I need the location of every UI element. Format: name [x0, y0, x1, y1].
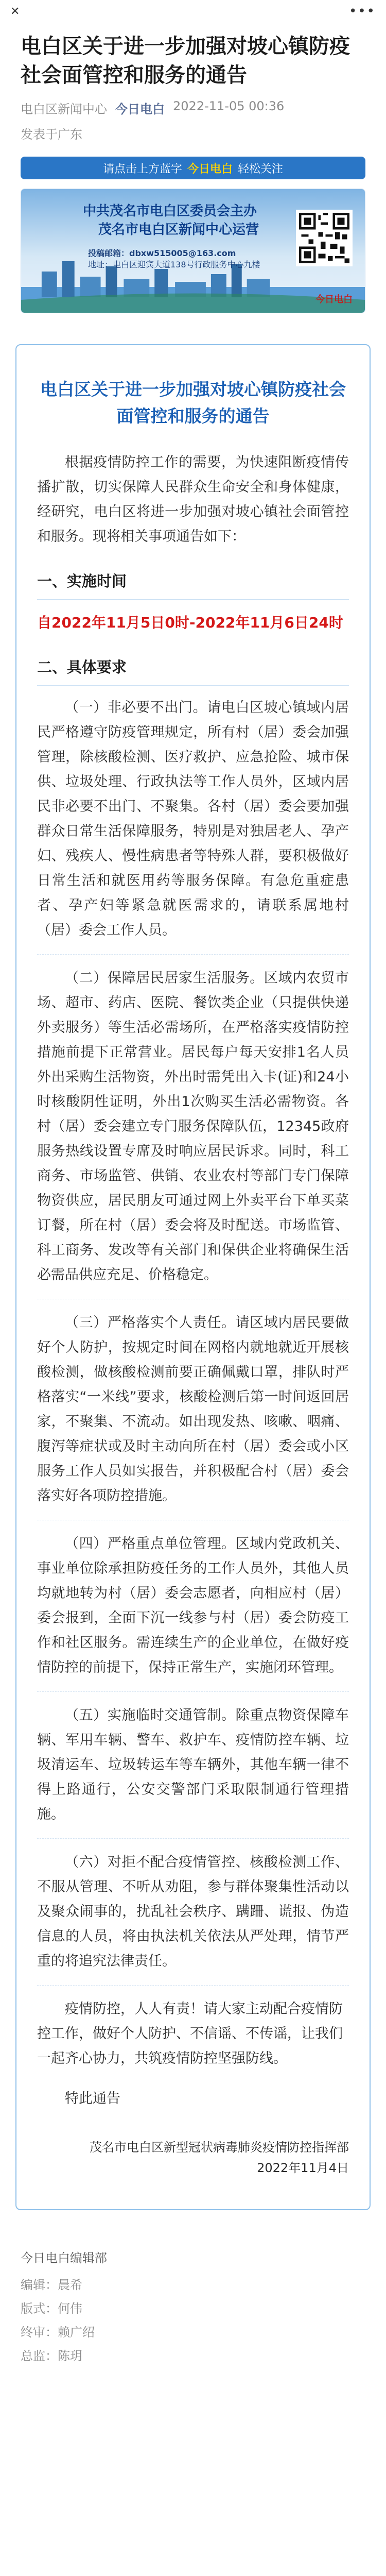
- account-link[interactable]: 今日电白: [115, 102, 165, 116]
- article-title: 电白区关于进一步加强对坡心镇防疫社会面管控和服务的通告: [21, 35, 350, 87]
- special-notice: 特此通告: [65, 2091, 120, 2107]
- notice-title: 电白区关于进一步加强对坡心镇防疫社会面管控和服务的通告: [40, 379, 346, 426]
- section-requirements-heading: 二、具体要求: [37, 656, 349, 686]
- staff-supervisor: 总监：陈玥: [21, 2349, 82, 2363]
- sponsor-line1: 中共茂名市电白区委员会主办: [83, 204, 257, 219]
- notice-card: [15, 344, 371, 2210]
- sponsor-brand: 今日电白: [315, 294, 353, 305]
- sponsor-email: 投稿邮箱：dbxw515005@163.com: [88, 248, 236, 258]
- closing-paragraph: 疫情防控，人人有责！请大家主动配合疫情防控工作，做好个人防护、不信谣、不传谣，让我们一起齐心协力，共筑疫情防控坚强防线。: [37, 2001, 343, 2066]
- requirement-item-6: （六）对拒不配合疫情管控、核酸检测工作、不服从管理、不听从劝阻，参与群体聚集性活动以及聚众闹事的，扰乱社会秩序、蹒跚、谎报、伪造信息的人员，将由执法机关依法从严处理，情节严重的将追究法律责任。: [37, 1850, 349, 1986]
- staff-credits: [21, 2246, 365, 2368]
- requirement-item-5: （五）实施临时交通管制。除重点物资保障车辆、军用车辆、警车、救护车、疫情防控车辆、垃圾清运车、垃圾转运车等车辆外，其他车辆一律不得上路通行，公安交警部门采取限制通行管理措施。: [37, 1703, 349, 1839]
- notice-intro: 根据疫情防控工作的需要，为快速阻断疫情传播扩散，切实保障人民群众生命安全和身体健康，经研究，电白区将进一步加强对坡心镇社会面管控和服务。现将相关事项通告如下：: [37, 454, 349, 545]
- follow-highlight: 今日电白: [187, 162, 233, 176]
- requirement-item-4: （四）严格重点单位管理。区域内党政机关、事业单位除承担防疫任务的工作人员外，其他人员均就地转为村（居）委会志愿者，向相应村（居）委会报到，全面下沉一线参与村（居）委会防疫工作和社区服务。需连续生产的企业单位，在做好疫情防控的前提下，保持正常生产，实施闭环管理。: [37, 1532, 349, 1692]
- staff-editor: 编辑：晨希: [21, 2278, 82, 2292]
- publish-datetime: 2022-11-05 00:36: [173, 99, 285, 113]
- requirement-item-3: （三）严格落实个人责任。请区域内居民要做好个人防护，按规定时间在网格内就地就近开展核酸检测，做核酸检测前要正确佩戴口罩，排队时严格落实“一米线”要求，核酸检测后第一时间返回居家，不聚集、不流动。如出现发热、咳嗽、咽痛、腹泻等症状或及时主动向所在村（居）委会或小区服务工作人员如实报告，并积极配合村（居）委会落实好各项防控措施。: [37, 1311, 349, 1520]
- follow-banner[interactable]: [21, 157, 365, 179]
- follow-prefix: 请点击上方蓝字: [102, 162, 182, 176]
- follow-suffix: 轻松关注: [238, 162, 284, 176]
- top-bar: [0, 0, 386, 23]
- more-icon[interactable]: •••: [348, 4, 376, 19]
- requirement-item-1: （一）非必要不出门。请电白区坡心镇域内居民严格遵守防疫管理规定，所有村（居）委会加强管理，除核酸检测、医疗救护、应急抢险、城市保供、垃圾处理、行政执法等工作人员外，区域内居民非必要不出门、不聚集。各村（居）委会要加强群众日常生活保障服务，特别是对独居老人、孕产妇、残疾人、慢性病患者等特殊人群，要积极做好日常生活和就医用药等服务保障。有急危重症患者、孕产妇等紧急就医需求的，请联系属地村（居）委会工作人员。: [37, 696, 349, 955]
- implementation-time: 自2022年11月5日0时-2022年11月6日24时: [37, 614, 343, 631]
- close-icon[interactable]: ✕: [10, 5, 20, 18]
- staff-review: 终审：赖广绍: [21, 2325, 95, 2340]
- source-name: 电白区新闻中心: [21, 102, 107, 116]
- publish-region: 发表于广东: [21, 127, 82, 142]
- editorial-dept: 今日电白编辑部: [21, 2251, 107, 2265]
- sponsor-banner: [21, 189, 365, 313]
- staff-layout: 版式：何伟: [21, 2301, 82, 2316]
- requirement-item-2: （二）保障居民居家生活服务。区域内农贸市场、超市、药店、医院、餐饮类企业（只提供快递外卖服务）等生活必需场所，在严格落实疫情防控措施前提下正常营业。居民每户每天安排1名人员外出采购生活物资，外出时需凭出入卡(证)和24小时核酸阴性证明，外出1次购买生活必需物资。各村（居）委会建立专门服务保障队伍，12345政府服务热线设置专席及时响应居民诉求。同时，科工商务、市场监管、供销、农业农村等部门专门保障物资供应，居民朋友可通过网上外卖平台下单买菜订餐，所在村（居）委会将及时配送。市场监管、科工商务、发改等有关部门和保供企业将确保生活必需品供应充足、价格稳定。: [37, 966, 349, 1299]
- sponsor-address: 地址：电白区迎宾大道138号行政服务中心九楼: [88, 260, 260, 269]
- signature-date: 2022年11月4日: [257, 2161, 349, 2175]
- qr-code-icon[interactable]: [296, 210, 353, 266]
- signature-org: 茂名市电白区新型冠状病毒肺炎疫情防控指挥部: [90, 2140, 349, 2155]
- sponsor-line2: 茂名市电白区新闻中心运营: [98, 222, 259, 238]
- signature-block: [37, 2137, 349, 2178]
- article-meta: [21, 99, 365, 117]
- section-time-heading: 一、实施时间: [37, 570, 349, 600]
